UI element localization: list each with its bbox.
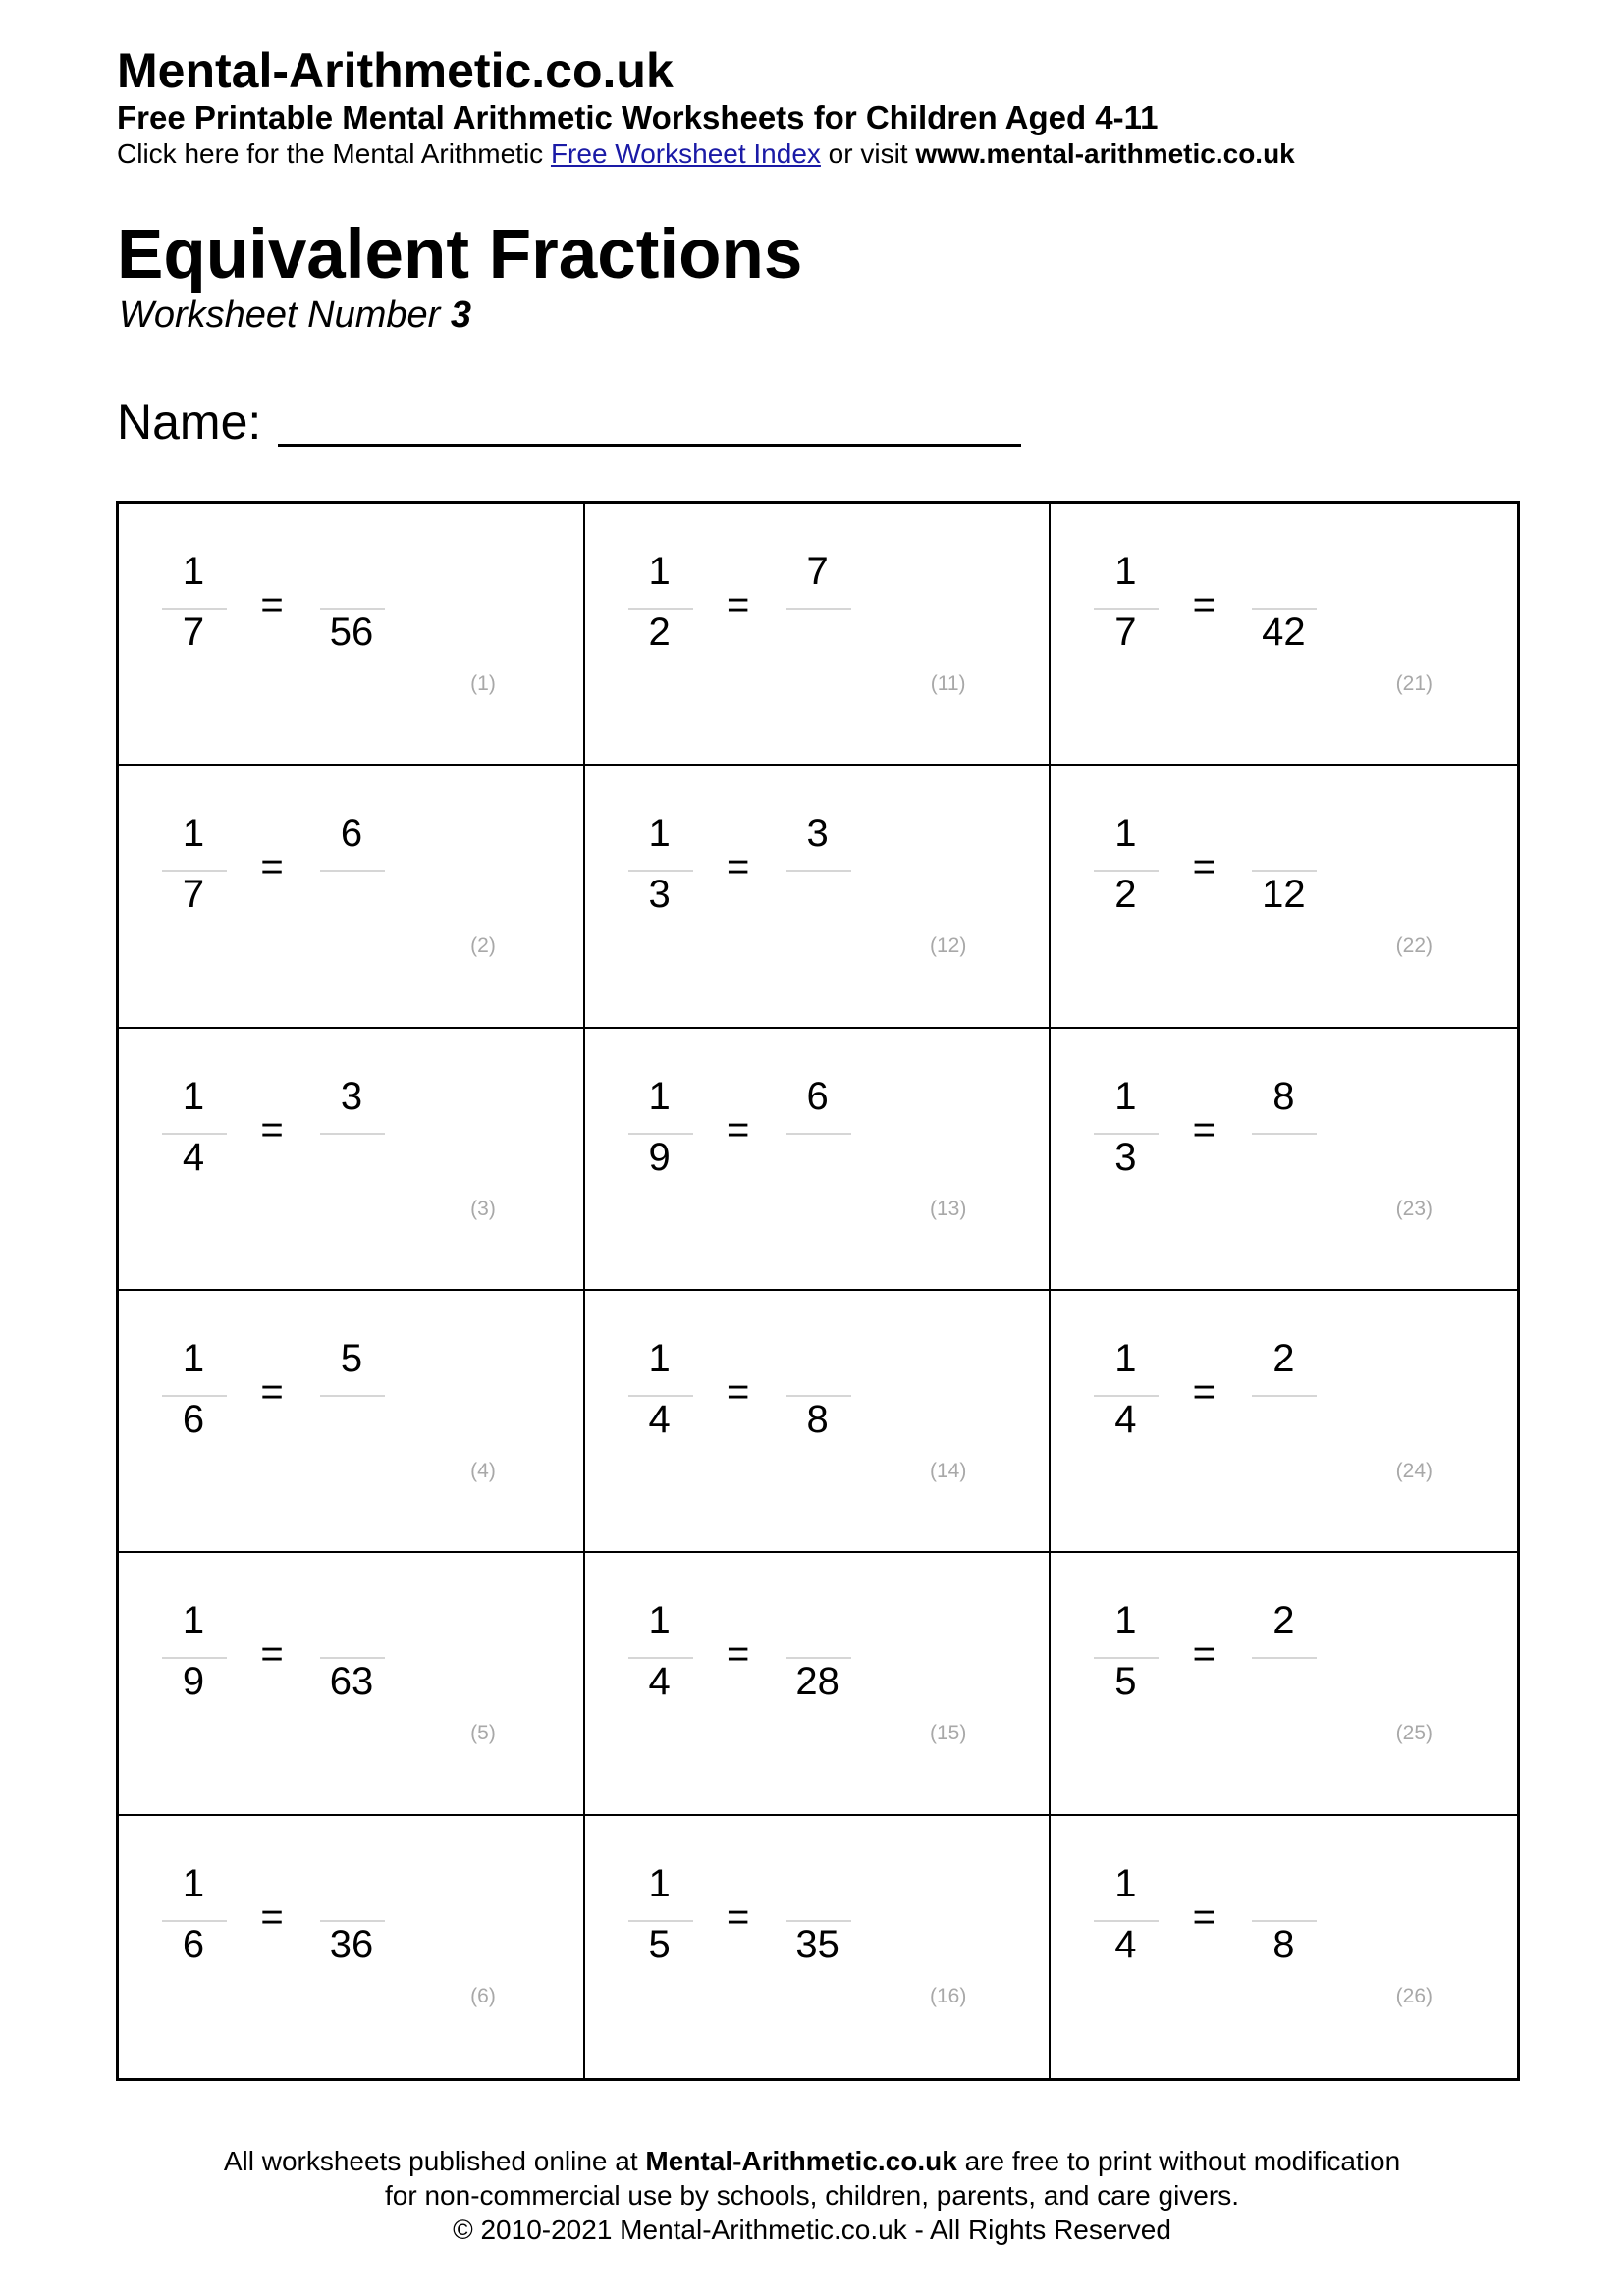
equals-sign: = xyxy=(1192,583,1216,626)
fraction-2-numerator[interactable]: 3 xyxy=(340,1074,363,1118)
fraction-2-denominator[interactable]: 63 xyxy=(329,1660,374,1704)
question-number: (12) xyxy=(929,934,967,958)
fraction-1-numerator: 1 xyxy=(648,1074,671,1118)
name-field-line[interactable] xyxy=(278,444,1021,447)
equals-sign: = xyxy=(260,1895,284,1939)
fraction-2-denominator[interactable]: 42 xyxy=(1262,611,1306,654)
site-subtitle: Free Printable Mental Arithmetic Worksheets for Children Aged 4-11 xyxy=(117,99,1159,135)
worksheet-title: Equivalent Fractions xyxy=(117,216,803,294)
question-number: (23) xyxy=(1395,1197,1433,1220)
question-number: (1) xyxy=(470,672,496,695)
fraction-1-numerator: 1 xyxy=(648,812,671,856)
problem-cell xyxy=(119,1291,585,1553)
fraction-2-bar xyxy=(1252,1395,1317,1397)
fraction-2-numerator[interactable]: 6 xyxy=(340,812,363,856)
fraction-1-numerator: 1 xyxy=(648,1599,671,1643)
site-url: www.mental-arithmetic.co.uk xyxy=(915,138,1295,169)
question-number: (13) xyxy=(929,1197,967,1220)
equals-sign: = xyxy=(726,1632,750,1677)
fraction-1-denominator: 7 xyxy=(182,873,205,917)
fraction-2-bar xyxy=(786,1133,851,1135)
fraction-1-denominator: 7 xyxy=(182,611,205,654)
fraction-1-numerator: 1 xyxy=(1114,550,1137,593)
fraction-1-denominator: 9 xyxy=(648,1135,671,1179)
equals-sign: = xyxy=(1192,845,1216,889)
equals-sign: = xyxy=(1192,1370,1216,1414)
problem-grid xyxy=(116,501,1520,2081)
fraction-1-numerator: 1 xyxy=(1114,1861,1137,1905)
fraction-1-numerator: 1 xyxy=(648,1861,671,1905)
problem-cell xyxy=(585,1291,1052,1553)
fraction-1-denominator: 4 xyxy=(182,1135,205,1179)
fraction-2-denominator[interactable]: 56 xyxy=(329,611,374,654)
problem-cell xyxy=(585,1816,1052,2078)
fraction-1-numerator: 1 xyxy=(182,550,205,593)
fraction-2-numerator[interactable]: 2 xyxy=(1272,1599,1295,1643)
question-number: (14) xyxy=(929,1460,967,1482)
equals-sign: = xyxy=(726,1107,750,1151)
index-line xyxy=(117,137,1295,171)
fraction-1-denominator: 6 xyxy=(182,1922,205,1966)
question-number: (16) xyxy=(929,1984,967,2007)
equals-sign: = xyxy=(1192,1107,1216,1151)
problem-cell xyxy=(119,504,585,766)
fraction-1-numerator: 1 xyxy=(182,1337,205,1380)
fraction-1-denominator: 6 xyxy=(182,1398,205,1441)
fraction-2-denominator[interactable]: 35 xyxy=(795,1922,839,1966)
fraction-1-denominator: 5 xyxy=(648,1922,671,1966)
problem-cell xyxy=(585,766,1052,1028)
problem-cell xyxy=(1051,766,1517,1028)
equals-sign: = xyxy=(260,1107,284,1151)
question-number: (6) xyxy=(470,1984,496,2007)
fraction-1-numerator: 1 xyxy=(1114,1074,1137,1118)
fraction-2-numerator[interactable]: 8 xyxy=(1272,1074,1295,1118)
footer-site: Mental-Arithmetic.co.uk xyxy=(645,2146,957,2176)
fraction-2-bar xyxy=(320,1133,385,1135)
footer-line-1 xyxy=(0,2145,1624,2178)
question-number: (22) xyxy=(1395,934,1433,958)
fraction-2-denominator[interactable]: 12 xyxy=(1262,873,1306,917)
worksheet-number-label: Worksheet Number xyxy=(119,294,451,336)
index-prefix: Click here for the Mental Arithmetic xyxy=(117,138,551,169)
equals-sign: = xyxy=(260,1632,284,1677)
fraction-1-numerator: 1 xyxy=(648,550,671,593)
fraction-1-numerator: 1 xyxy=(1114,1337,1137,1380)
footer-suffix: are free to print without modification xyxy=(956,2146,1401,2176)
problem-cell xyxy=(1051,1029,1517,1291)
question-number: (25) xyxy=(1395,1722,1433,1745)
equals-sign: = xyxy=(260,583,284,626)
fraction-1-denominator: 2 xyxy=(648,611,671,654)
footer-prefix: All worksheets published online at xyxy=(223,2146,646,2176)
question-number: (2) xyxy=(470,934,496,958)
question-number: (26) xyxy=(1395,1984,1433,2007)
worksheet-number xyxy=(119,293,471,338)
site-title: Mental-Arithmetic.co.uk xyxy=(117,43,674,98)
fraction-1-numerator: 1 xyxy=(1114,1599,1137,1643)
problem-cell xyxy=(585,1029,1052,1291)
free-worksheet-index-link[interactable]: Free Worksheet Index xyxy=(550,138,821,169)
footer-line-2: for non-commercial use by schools, children, parents, and care givers. xyxy=(385,2180,1239,2211)
question-number: (5) xyxy=(470,1722,496,1745)
footer-copyright: © 2010-2021 Mental-Arithmetic.co.uk - All Rights Reserved xyxy=(453,2215,1171,2245)
question-number: (21) xyxy=(1395,672,1433,695)
fraction-2-denominator[interactable]: 8 xyxy=(1272,1922,1295,1966)
fraction-1-denominator: 9 xyxy=(182,1660,205,1704)
equals-sign: = xyxy=(726,845,750,889)
problem-cell xyxy=(585,1553,1052,1815)
question-number: (11) xyxy=(930,672,966,695)
fraction-2-bar xyxy=(786,870,851,872)
fraction-2-bar xyxy=(320,870,385,872)
fraction-1-denominator: 5 xyxy=(1114,1660,1137,1704)
fraction-2-numerator[interactable]: 5 xyxy=(340,1337,363,1380)
fraction-1-numerator: 1 xyxy=(182,1074,205,1118)
equals-sign: = xyxy=(260,845,284,889)
fraction-2-numerator[interactable]: 6 xyxy=(806,1074,829,1118)
problem-cell xyxy=(1051,1816,1517,2078)
fraction-1-denominator: 4 xyxy=(1114,1922,1137,1966)
problem-cell xyxy=(119,1029,585,1291)
problem-cell xyxy=(585,504,1052,766)
index-middle: or visit xyxy=(820,138,916,169)
problem-cell xyxy=(119,1816,585,2078)
problem-cell xyxy=(1051,1553,1517,1815)
fraction-1-denominator: 7 xyxy=(1114,611,1137,654)
equals-sign: = xyxy=(1192,1632,1216,1677)
problem-cell xyxy=(119,1553,585,1815)
equals-sign: = xyxy=(726,583,750,626)
fraction-1-numerator: 1 xyxy=(182,1599,205,1643)
fraction-2-denominator[interactable]: 28 xyxy=(795,1660,839,1704)
fraction-2-numerator[interactable]: 2 xyxy=(1272,1337,1295,1380)
question-number: (4) xyxy=(470,1460,496,1482)
fraction-2-denominator[interactable]: 8 xyxy=(806,1398,829,1441)
worksheet-number-value: 3 xyxy=(450,294,472,336)
fraction-2-numerator[interactable]: 3 xyxy=(806,812,829,856)
fraction-2-bar xyxy=(1252,1657,1317,1659)
question-number: (3) xyxy=(470,1197,496,1220)
fraction-1-denominator: 4 xyxy=(648,1660,671,1704)
question-number: (15) xyxy=(929,1722,967,1745)
fraction-2-bar xyxy=(320,1395,385,1397)
equals-sign: = xyxy=(260,1370,284,1414)
question-number: (24) xyxy=(1395,1460,1433,1482)
equals-sign: = xyxy=(726,1895,750,1939)
fraction-1-denominator: 2 xyxy=(1114,873,1137,917)
fraction-1-numerator: 1 xyxy=(182,1861,205,1905)
fraction-1-numerator: 1 xyxy=(648,1337,671,1380)
equals-sign: = xyxy=(1192,1895,1216,1939)
fraction-1-numerator: 1 xyxy=(182,812,205,856)
fraction-1-denominator: 4 xyxy=(1114,1398,1137,1441)
problem-cell xyxy=(119,766,585,1028)
equals-sign: = xyxy=(726,1370,750,1414)
name-label: Name: xyxy=(117,395,262,450)
fraction-2-bar xyxy=(1252,1133,1317,1135)
fraction-1-denominator: 4 xyxy=(648,1398,671,1441)
problem-cell xyxy=(1051,504,1517,766)
fraction-1-denominator: 3 xyxy=(1114,1135,1137,1179)
fraction-2-numerator[interactable]: 7 xyxy=(806,550,829,593)
fraction-2-bar xyxy=(786,608,851,610)
problem-cell xyxy=(1051,1291,1517,1553)
fraction-1-numerator: 1 xyxy=(1114,812,1137,856)
fraction-1-denominator: 3 xyxy=(648,873,671,917)
fraction-2-denominator[interactable]: 36 xyxy=(329,1922,374,1966)
